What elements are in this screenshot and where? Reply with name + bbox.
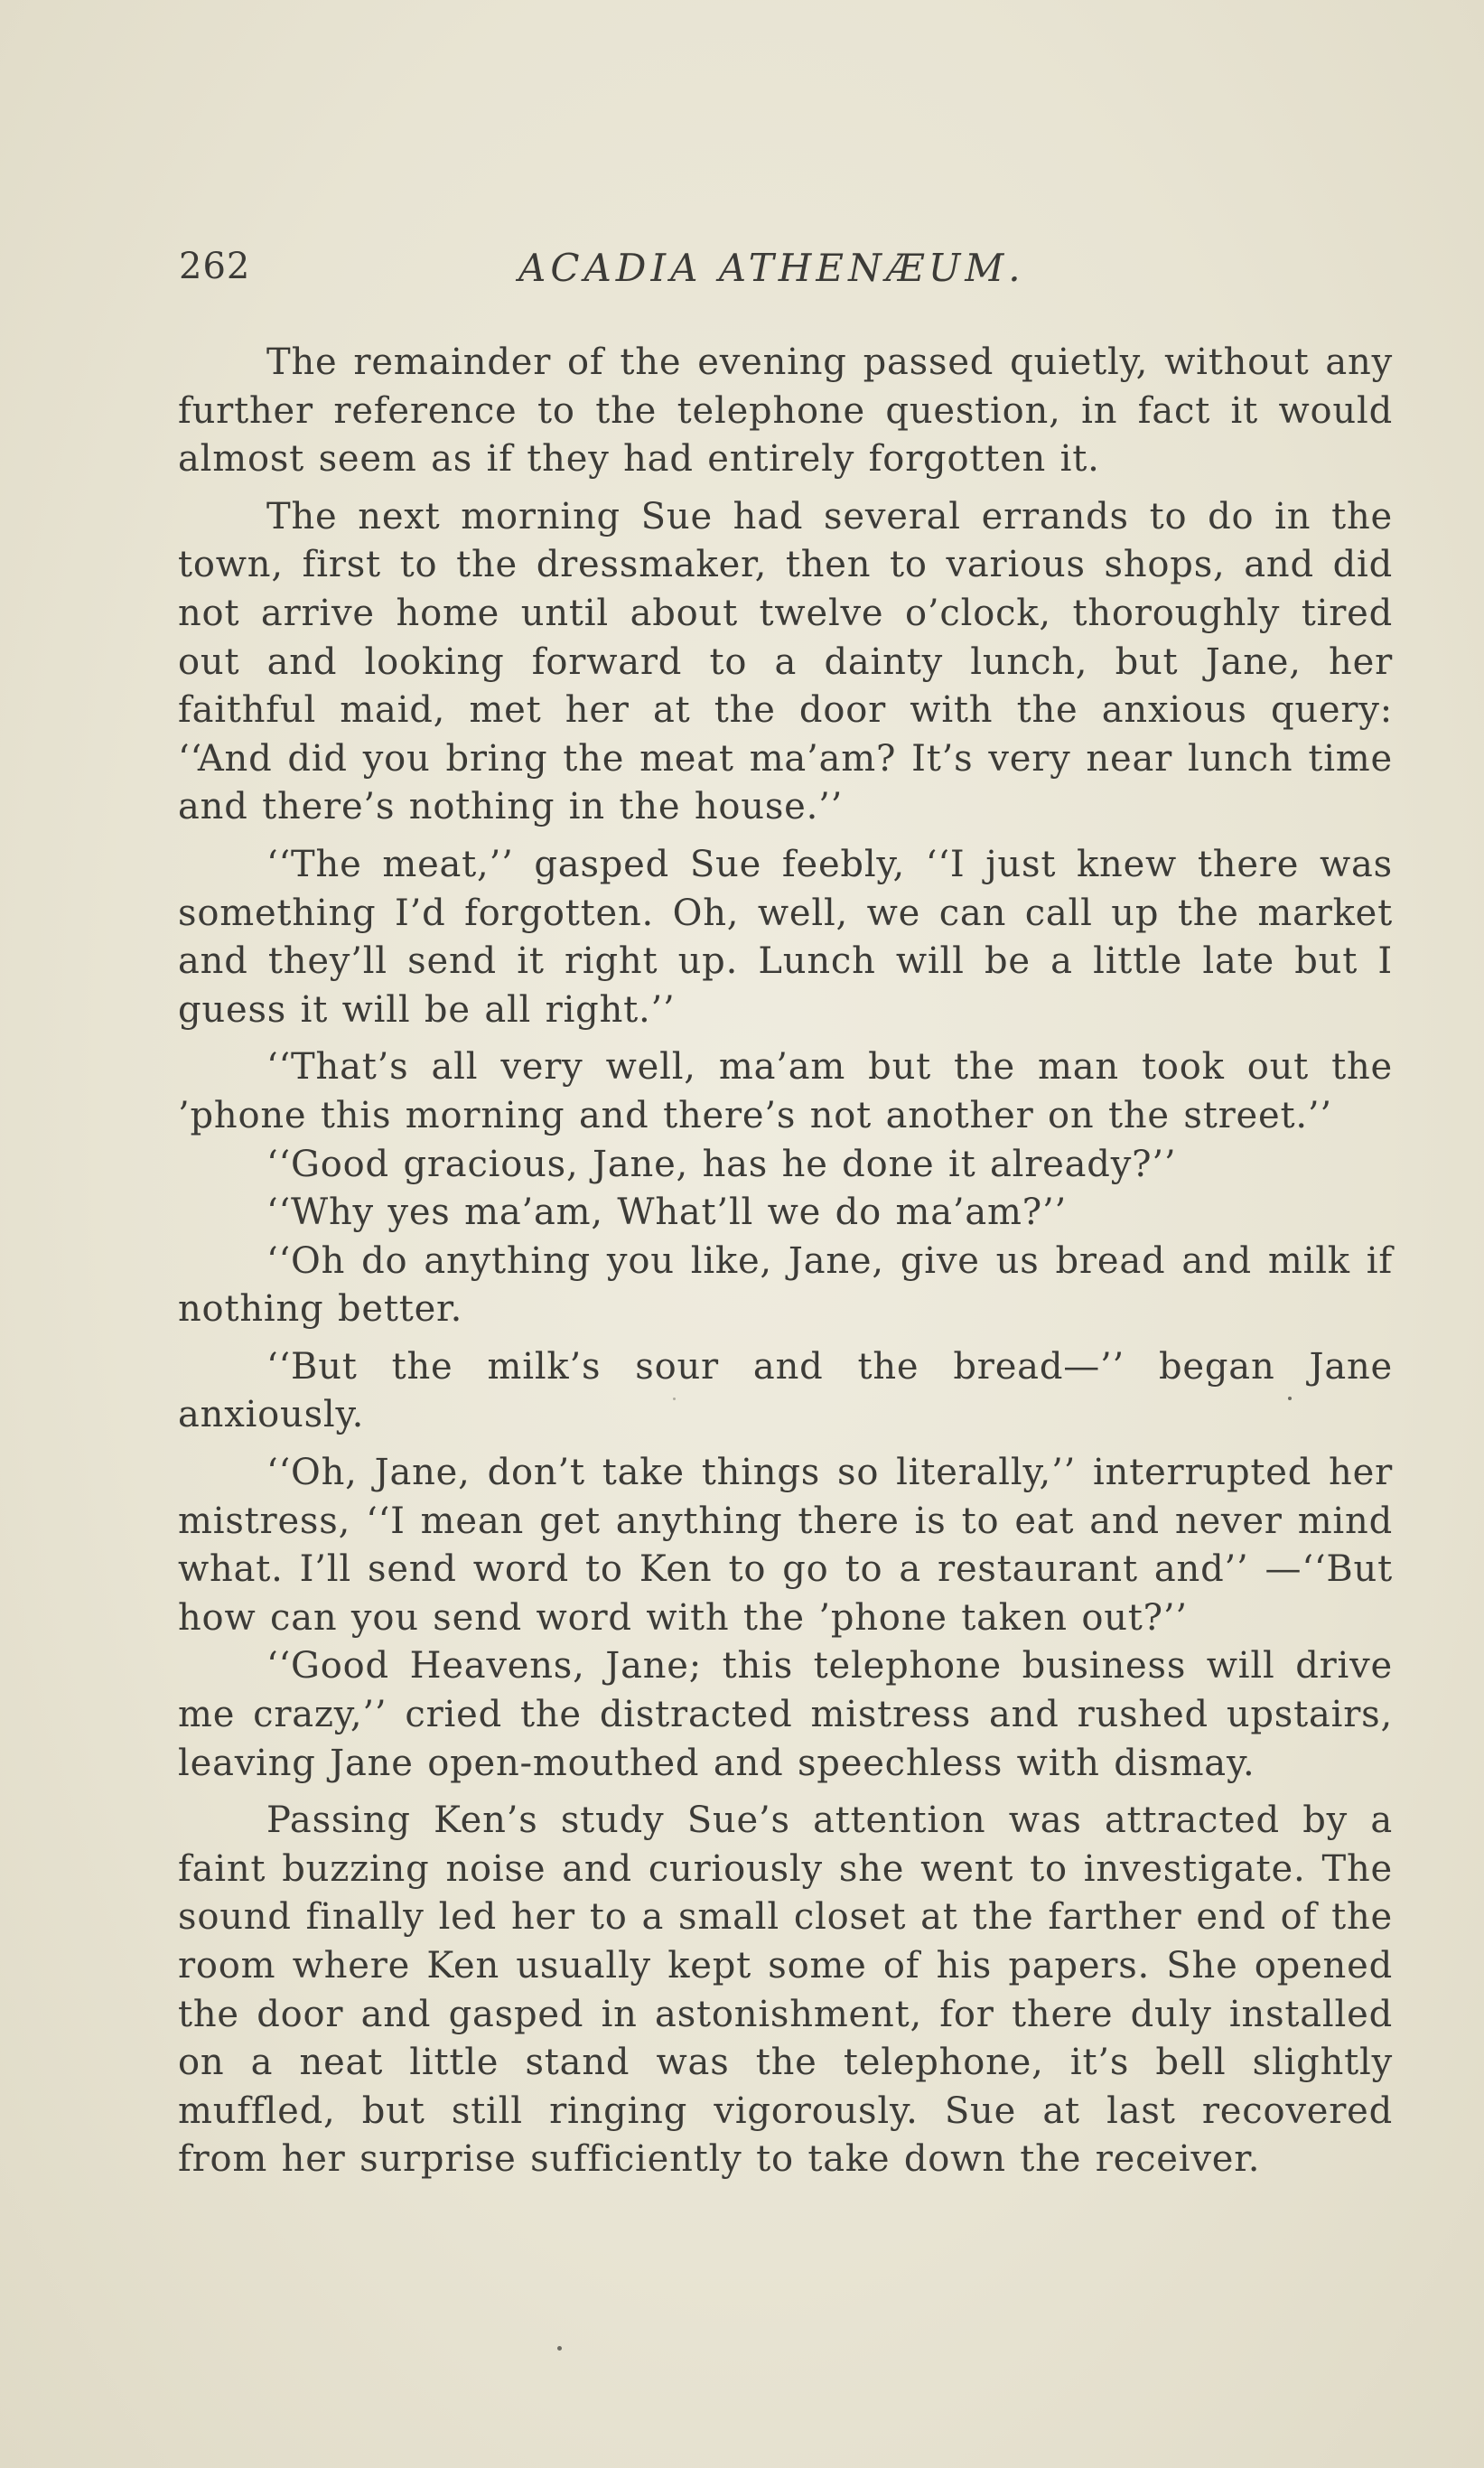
running-head xyxy=(179,246,1393,300)
paragraph: ‘‘The meat,’’ gasped Sue feebly, ‘‘I just knew there was something I’d forgotten. Oh, well, we can call up the market and they’ll send it right up. Lunch will be a little late but I guess it will be all right.’’ xyxy=(178,843,1393,1031)
paragraph: ‘‘Why yes ma’am, What’ll we do ma’am?’’ xyxy=(266,1192,1068,1234)
paper-speck xyxy=(1288,1397,1292,1400)
page-number: 262 xyxy=(179,246,251,287)
paper-speck xyxy=(557,2346,562,2351)
paragraph: Passing Ken’s study Sue’s attention was attracted by a faint buzzing noise and curiously she went to investigate. The sound finally led her to a small closet at the farther end of the room where Ken usually kept some of his papers. She opened the door and gasped in astonishment, for there duly installed on a neat little stand was the telephone, it’s bell slightly muffled, but still ringing vigorously. Sue at last recovered from her surprise sufficiently to take down the receiver. xyxy=(178,1800,1393,2181)
paragraph: ‘‘Oh do anything you like, Jane, give us bread and milk if nothing better. xyxy=(178,1239,1393,1331)
paragraph: The remainder of the evening passed quietly, without any further reference to the telephone question, in fact it would almost seem as if they had entirely forgotten it. xyxy=(178,341,1393,481)
paragraph: ‘‘Good gracious, Jane, has he done it already?’’ xyxy=(266,1143,1177,1185)
body-text xyxy=(178,339,1393,2184)
paragraph: ‘‘But the milk’s sour and the bread—’’ began Jane anxiously. xyxy=(178,1345,1393,1436)
paragraph: The next morning Sue had several errands to do in the town, first to the dressmaker, then to various shops, and did not arrive home until about twelve o’clock, thoroughly tired out and looking forward to a dainty lunch, but Jane, her faithful maid, met her at the door with the anxious query: ‘‘And did you bring the meat ma’am? It’s very near lunch time and there’s nothing in the house.’’ xyxy=(178,495,1393,828)
journal-title: ACADIA ATHENÆUM. xyxy=(518,246,1025,290)
paragraph: ‘‘Good Heavens, Jane; this telephone business will drive me crazy,’’ cried the distracted mistress and rushed upstairs, leaving Jane open-mouthed and speechless with dismay. xyxy=(178,1645,1393,1784)
paragraph: ‘‘That’s all very well, ma’am but the man took out the ’phone this morning and there’s not another on the street.’’ xyxy=(178,1046,1393,1136)
paragraph: ‘‘Oh, Jane, don’t take things so literally,’’ interrupted her mistress, ‘‘I mean get anything there is to eat and never mind what. I’ll send word to Ken to go to a restaurant and’’ —‘‘But how can you send word with the ’phone taken out?’’ xyxy=(178,1452,1393,1639)
paper-speck xyxy=(673,1398,676,1400)
